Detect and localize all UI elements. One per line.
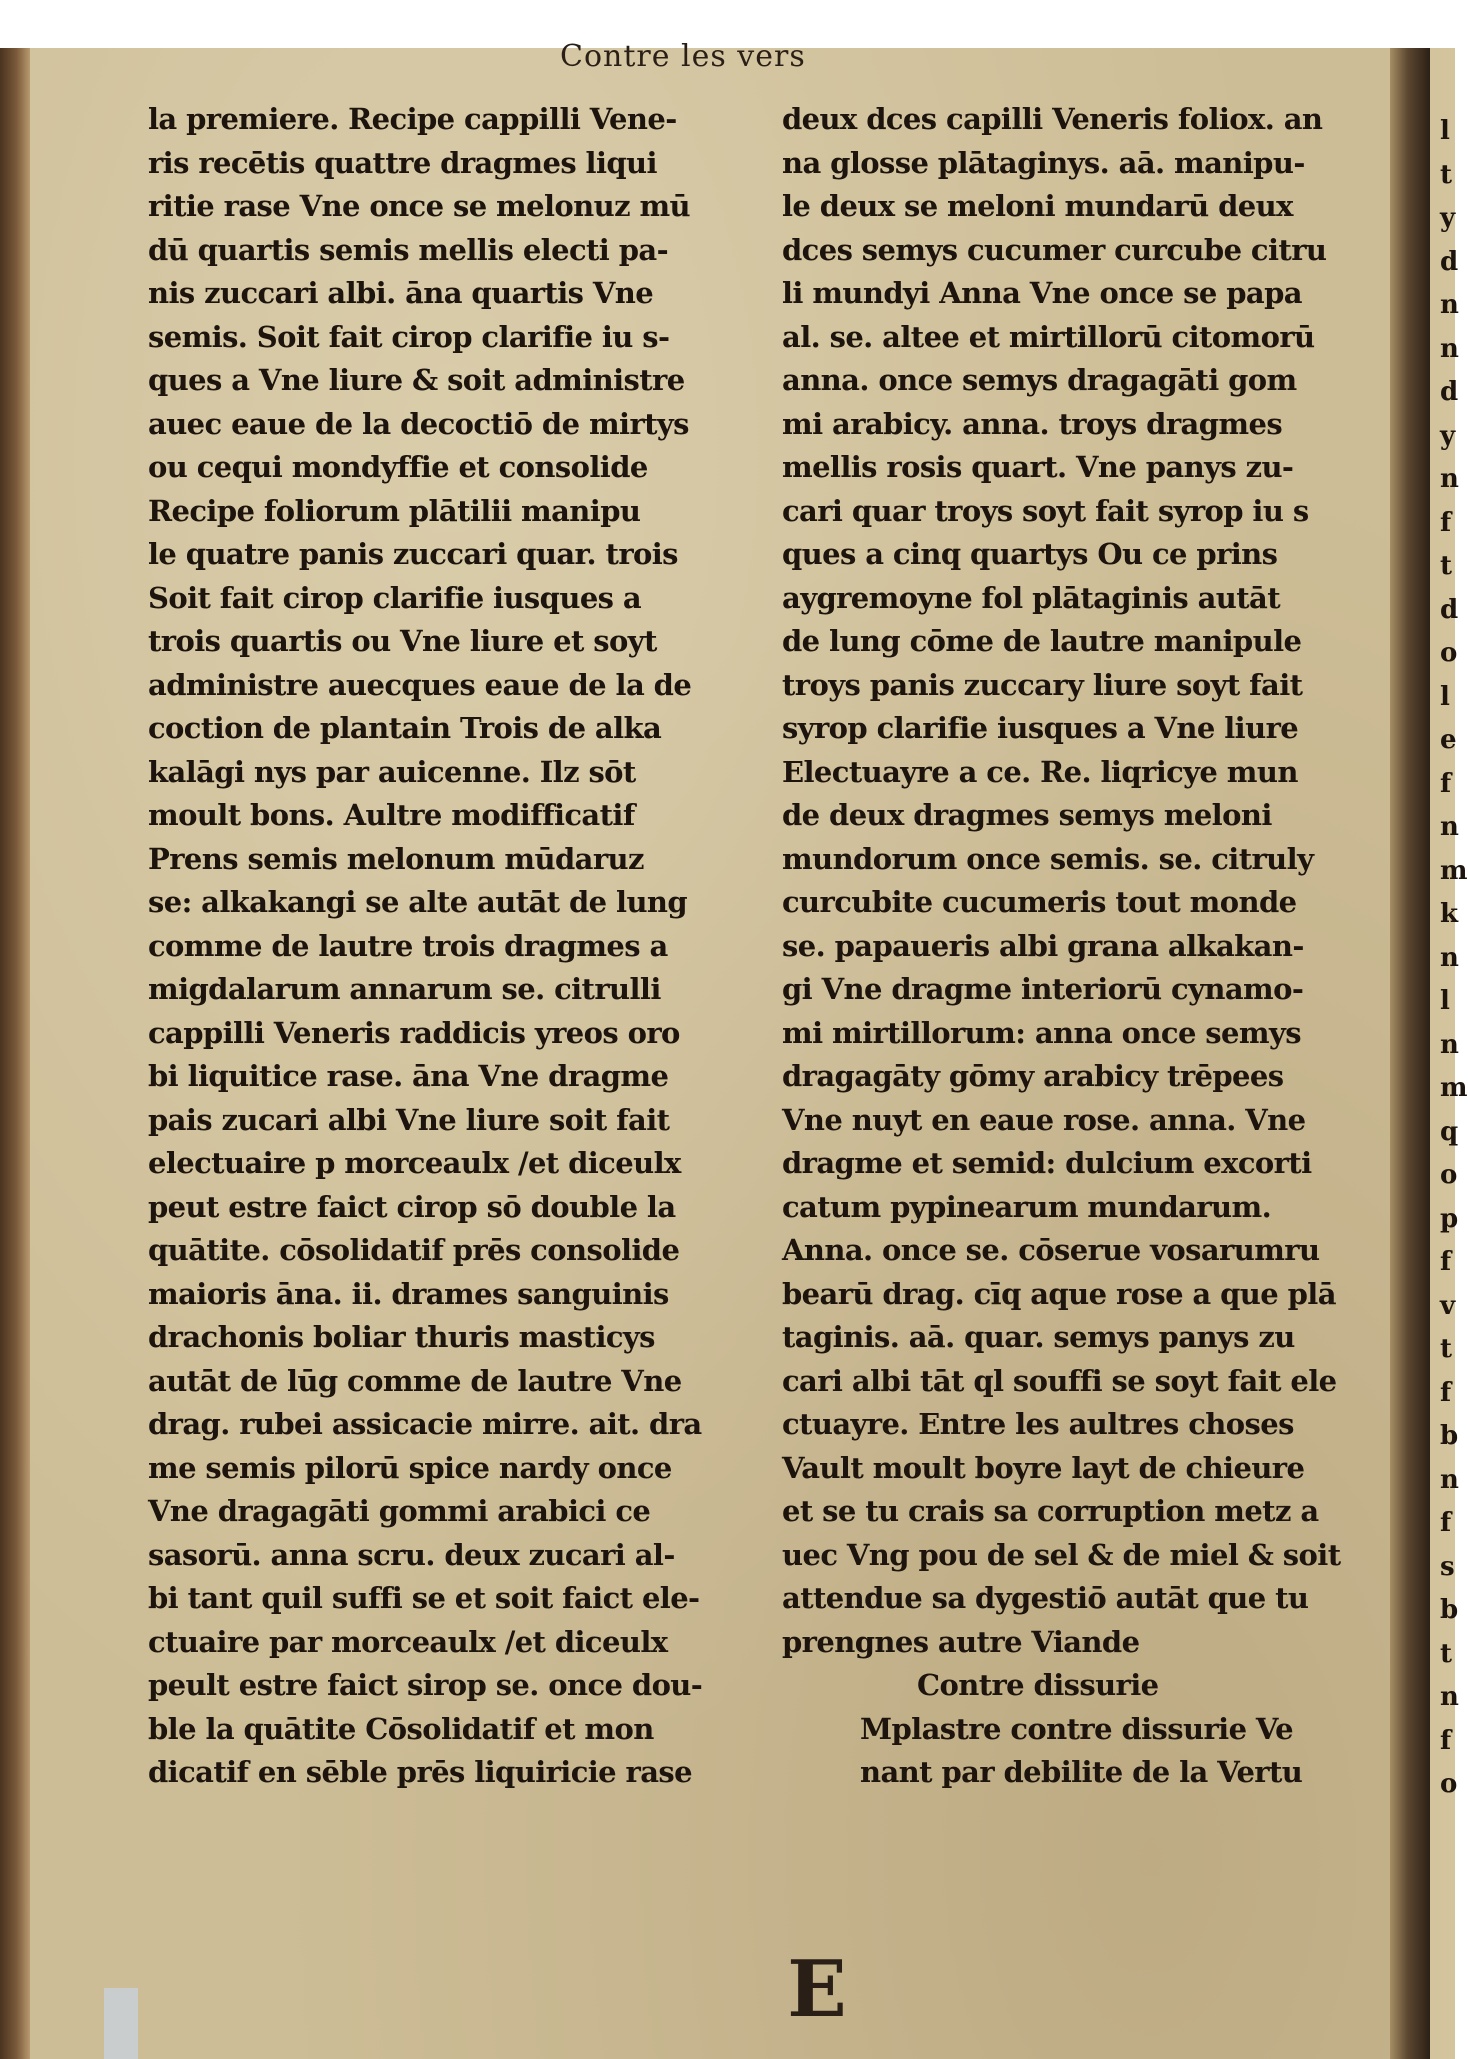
text-line: comme de lautre trois dragmes a — [148, 928, 668, 963]
text-line: se. papaueris albi grana alkakan- — [782, 928, 1304, 963]
text-line: al. se. altee et mirtillorū citomorū — [782, 319, 1315, 354]
text-line: dragagāty gōmy arabicy trēpees — [782, 1059, 1284, 1093]
text-line: dragme et semid: dulcium excorti — [782, 1146, 1312, 1180]
text-line: de lung cōme de lautre manipule — [782, 624, 1302, 658]
text-line: drachonis boliar thuris masticys — [148, 1320, 655, 1354]
text-line: ritie rase Vne once se melonuz mū — [148, 189, 691, 223]
text-line: bi tant quil suffi se et soit faict ele- — [148, 1581, 700, 1615]
text-line: ques a Vne liure & soit administre — [148, 363, 685, 397]
text-line: mi mirtillorum: anna once semys — [782, 1015, 1301, 1050]
facing-page-letter: b — [1440, 1595, 1459, 1625]
text-line: catum pypinearum mundarum. — [782, 1189, 1272, 1224]
text-line: auec eaue de la decoctiō de mirtys — [148, 406, 689, 441]
left-text-column — [148, 98, 748, 1795]
text-line: syrop clarifie iusques a Vne liure — [782, 711, 1299, 745]
facing-page-letter: n — [1440, 333, 1459, 364]
facing-page-letter: e — [1440, 725, 1457, 755]
facing-page-letter: t — [1440, 1334, 1453, 1364]
facing-page-letter: q — [1440, 1116, 1459, 1147]
facing-page-letter: o — [1440, 1160, 1458, 1190]
text-line: coction de plantain Trois de alka — [148, 711, 662, 745]
section-heading: Contre dissurie — [917, 1668, 1159, 1702]
text-line: na glosse plātaginys. aā. manipu- — [782, 145, 1305, 180]
facing-page-letter: l — [1440, 681, 1450, 712]
text-line: migdalarum annarum se. citrulli — [148, 972, 661, 1006]
text-line: Mplastre contre dissurie Ve — [860, 1711, 1294, 1746]
facing-page-letter: y — [1440, 420, 1456, 451]
text-line: trois quartis ou Vne liure et soyt — [148, 624, 657, 658]
decorated-initial: E — [787, 1944, 847, 2035]
color-calibration-tab — [104, 1988, 138, 2059]
text-line: Soit fait cirop clarifie iusques a — [148, 580, 642, 615]
facing-page-letter: t — [1440, 551, 1453, 581]
text-line: bearū drag. cīq aque rose a que plā — [782, 1276, 1336, 1311]
text-line: attendue sa dygestiō autāt que tu — [782, 1581, 1309, 1615]
facing-page-letter: n — [1440, 942, 1459, 973]
facing-page-letter: d — [1440, 377, 1459, 407]
text-line: anna. once semys dragagāti gom — [782, 363, 1297, 397]
text-line: mundorum once semis. se. citruly — [782, 841, 1314, 876]
text-line: troys panis zuccary liure soyt fait — [782, 667, 1303, 702]
text-line: le deux se meloni mundarū deux — [782, 189, 1293, 223]
facing-page-letter: l — [1440, 986, 1450, 1016]
text-line: mi arabicy. anna. troys dragmes — [782, 406, 1283, 441]
text-line: se: alkakangi se alte autāt de lung — [148, 885, 688, 919]
text-line: ris recētis quattre dragmes liqui — [148, 145, 657, 180]
book-left-edge — [0, 48, 30, 2059]
text-line: curcubite cucumeris tout monde — [782, 885, 1297, 919]
facing-page-letter: s — [1440, 1551, 1455, 1582]
text-line: gi Vne dragme interiorū cynamo- — [782, 972, 1304, 1006]
text-line: et se tu crais sa corruption metz a — [782, 1494, 1319, 1528]
facing-page-letter: f — [1440, 1377, 1452, 1408]
text-line: ou cequi mondyffie et consolide — [148, 450, 648, 484]
facing-page-letter: d — [1440, 246, 1459, 277]
facing-page-letter: n — [1440, 1029, 1459, 1060]
text-line: taginis. aā. quar. semys panys zu — [782, 1320, 1295, 1354]
text-line: le quatre panis zuccari quar. trois — [148, 537, 678, 571]
facing-page-letter: b — [1440, 1421, 1459, 1451]
text-line: sasorū. anna scru. deux zucari al- — [148, 1537, 675, 1572]
facing-page-letter: f — [1440, 1725, 1452, 1756]
facing-page-letter: t — [1440, 159, 1453, 190]
text-line: nant par debilite de la Vertu — [860, 1755, 1303, 1789]
facing-page-letter: p — [1440, 1203, 1459, 1234]
facing-page-letter: o — [1440, 1769, 1458, 1799]
facing-page-letter: m — [1440, 855, 1468, 886]
facing-page-letter: o — [1440, 638, 1458, 668]
text-line: mellis rosis quart. Vne panys zu- — [782, 450, 1294, 484]
text-line: li mundyi Anna Vne once se papa — [782, 276, 1302, 310]
text-line: ques a cinq quartys Ou ce prins — [782, 537, 1278, 571]
facing-page-letter: f — [1440, 507, 1452, 538]
text-line: deux dces capilli Veneris foliox. an — [782, 102, 1323, 136]
text-line: cari albi tāt ql souffi se soyt fait ele — [782, 1363, 1337, 1398]
facing-page-letter: k — [1440, 899, 1459, 929]
text-line: ctuayre. Entre les aultres choses — [782, 1407, 1294, 1441]
facing-page-letter: m — [1440, 1073, 1468, 1103]
facing-page-letter: f — [1440, 1508, 1452, 1538]
facing-page-letter: n — [1440, 1682, 1459, 1712]
facing-page-letter: f — [1440, 1247, 1452, 1277]
facing-page-letter: n — [1440, 1464, 1459, 1495]
facing-page-letter: d — [1440, 594, 1459, 625]
facing-page-letter: l — [1440, 116, 1450, 146]
text-line: electuaire p morceaulx /et diceulx — [148, 1146, 681, 1180]
text-line: administre auecques eaue de la de — [148, 667, 692, 702]
text-line: ctuaire par morceaulx /et diceulx — [148, 1624, 668, 1659]
text-line: dces semys cucumer curcube citru — [782, 232, 1327, 267]
text-line: quātite. cōsolidatif prēs consolide — [148, 1233, 680, 1267]
text-line: peut estre faict cirop sō double la — [148, 1189, 676, 1224]
text-line: la premiere. Recipe cappilli Vene- — [148, 102, 677, 136]
text-line: ble la quātite Cōsolidatif et mon — [148, 1711, 654, 1746]
text-line: aygremoyne fol plātaginis autāt — [782, 580, 1281, 615]
text-line: uec Vng pou de sel & de miel & soit — [782, 1537, 1341, 1572]
text-line: nis zuccari albi. āna quartis Vne — [148, 276, 654, 310]
text-line: Recipe foliorum plātilii manipu — [148, 493, 641, 528]
text-line: maioris āna. ii. drames sanguinis — [148, 1276, 669, 1311]
text-line: peult estre faict sirop se. once dou- — [148, 1668, 703, 1702]
facing-page-fragments — [1440, 110, 1468, 1807]
text-line: Electuayre a ce. Re. liqricye mun — [782, 754, 1298, 789]
facing-page-letter: n — [1440, 464, 1459, 494]
running-head: Contre les vers — [560, 39, 806, 74]
text-line: dū quartis semis mellis electi pa- — [148, 232, 669, 267]
text-line: bi liquitice rase. āna Vne dragme — [148, 1059, 669, 1093]
text-line: Vne nuyt en eaue rose. anna. Vne — [782, 1102, 1306, 1137]
text-line: pais zucari albi Vne liure soit fait — [148, 1102, 670, 1137]
text-line: Prens semis melonum mūdaruz — [148, 841, 644, 876]
facing-page-letter: n — [1440, 290, 1459, 320]
text-line: moult bons. Aultre modifficatif — [148, 798, 635, 832]
text-line: dicatif en sēble prēs liquiricie rase — [148, 1755, 692, 1789]
text-line: Vault moult boyre layt de chieure — [782, 1450, 1305, 1485]
facing-page-letter: n — [1440, 812, 1459, 842]
text-line: cappilli Veneris raddicis yreos oro — [148, 1015, 680, 1050]
book-gutter — [1390, 48, 1430, 2059]
text-line: autāt de lūg comme de lautre Vne — [148, 1363, 682, 1398]
text-line: drag. rubei assicacie mirre. ait. dra — [148, 1407, 702, 1441]
facing-page-letter: y — [1440, 203, 1456, 233]
facing-page-letter: v — [1440, 1290, 1456, 1321]
text-line: de deux dragmes semys meloni — [782, 798, 1272, 832]
text-line: me semis pilorū spice nardy once — [148, 1450, 672, 1485]
text-line: prengnes autre Viande — [782, 1624, 1140, 1659]
text-line: Vne dragagāti gommi arabici ce — [148, 1494, 651, 1528]
text-line: semis. Soit fait cirop clarifie iu s- — [148, 319, 670, 354]
facing-page-letter: t — [1440, 1638, 1453, 1669]
text-line: kalāgi nys par auicenne. Ilz sōt — [148, 754, 636, 789]
text-line: Anna. once se. cōserue vosarumru — [782, 1233, 1320, 1267]
right-text-column — [782, 98, 1382, 1795]
text-line: cari quar troys soyt fait syrop iu s — [782, 493, 1309, 528]
facing-page-letter: f — [1440, 768, 1452, 799]
